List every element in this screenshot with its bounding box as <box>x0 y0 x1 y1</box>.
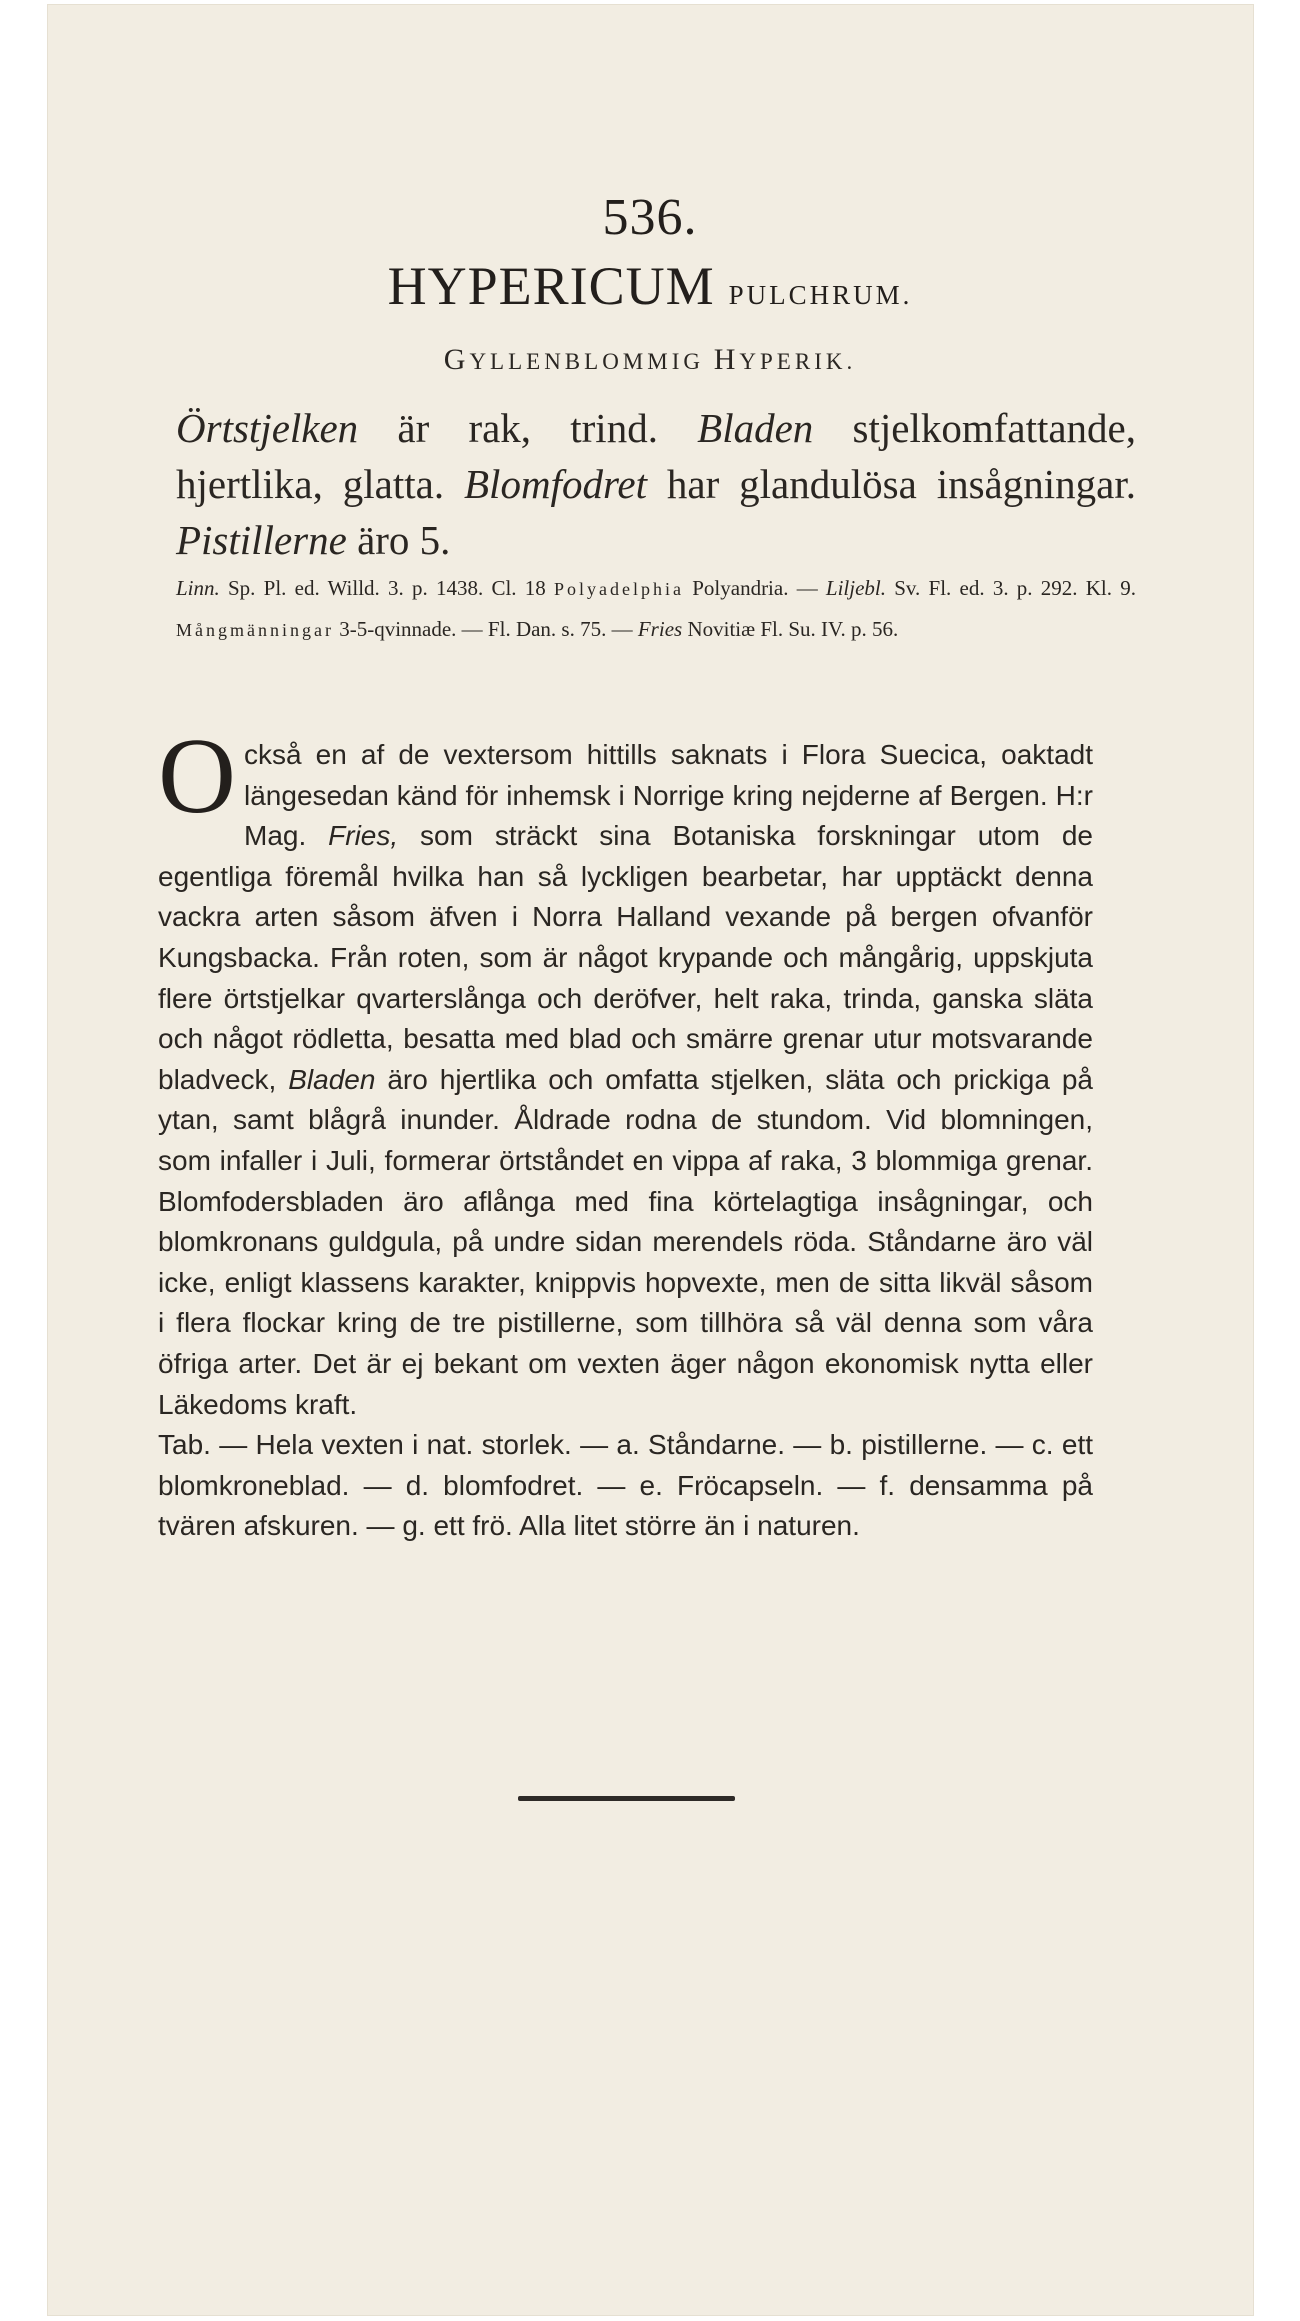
swedish-name-word-1: YLLENBLOMMIG <box>469 349 704 374</box>
body-text-1: ckså en af de vextersom hittills saknats i Flora Suecica, oaktadt längesedan känd för inhemsk i Norrige kring nejderne af Bergen. H:r Mag. <box>244 739 1093 852</box>
swedish-name-word-2: YPERIK. <box>739 349 857 374</box>
term-leaves: Bladen <box>697 405 814 451</box>
page-number: 536. <box>602 189 698 246</box>
plate-legend: Tab. — Hela vexten i nat. storlek. — a. Ståndarne. — b. pistillerne. — c. ett blomkroneblad. — d. blomfodret. — e. Fröcapseln. — f. densamma på tvären afskuren. — g. ett frö. Alla litet större än i naturen. <box>158 1429 1093 1542</box>
desc-text-3: har glandulösa insågningar. <box>646 461 1136 507</box>
author-fries: Fries, <box>328 820 399 852</box>
swedish-common-name <box>0 343 1300 377</box>
desc-text-2: stjelkomfattande, hjertlika, glatta. <box>176 405 1136 507</box>
ref-linn: Linn. <box>176 576 220 600</box>
body-paragraph <box>158 717 1094 1425</box>
genus-name: HYPERICUM <box>387 256 715 316</box>
term-bladen: Bladen <box>288 1063 376 1095</box>
species-description <box>176 400 1136 568</box>
swedish-name-cap-1: G <box>443 343 470 376</box>
body-text-2: som sträckt sina Botaniska forskningar utom de egentliga föremål hvilka han så lyckligen bearbetar, har upptäckt denna vackra arten såsom äfven i Norra Halland vexande på bergen ofvanför Kungsbacka. Från roten, som är något krypande och mångårig, uppskjuta flere örtstjelkar qvarterslånga och deröfver, helt raka, trinda, ganska släta och något rödletta, besatta med blad och smärre grenar utur motsvarande bladveck, <box>158 820 1094 1095</box>
ref-liljebl: Liljebl. <box>825 576 887 600</box>
body-text <box>158 717 1094 1547</box>
desc-text-4: äro 5. <box>346 517 451 563</box>
end-rule <box>518 1796 735 1801</box>
ref-fries: Fries <box>637 617 683 641</box>
ref-text-2: Polyandria. — <box>684 576 826 600</box>
body-text-3: äro hjertlika och omfatta stjelken, släta och prickiga på ytan, samt blågrå inunder. Åldrade rodna de stundom. Vid blomningen, som infaller i Juli, formerar örtståndet en vippa af raka, 3 blommiga grenar. Blomfodersbladen äro aflånga med fina körtelagtiga insågningar, och blomkronans guldgula, på undre sidan merendels röda. Ståndarne äro väl icke, enligt klassens karakter, knippvis hopvexte, men de sitta likväl såsom i flera flockar kring de tre pistillerne, som tillhöra så väl denna som våra öfriga arter. Det är ej bekant om vexten äger någon ekonomisk nytta eller Läkedoms kraft. <box>158 1063 1093 1420</box>
term-calyx: Blomfodret <box>464 461 647 507</box>
drop-cap: O <box>158 717 236 836</box>
ref-text-4: 3-5-qvinnade. — Fl. Dan. s. 75. — <box>333 617 638 641</box>
desc-text-1: är rak, trind. <box>358 405 698 451</box>
ref-text-1: Sp. Pl. ed. Willd. 3. p. 1438. Cl. 18 <box>219 576 555 600</box>
bibliographic-references <box>176 568 1136 650</box>
ref-text-5: Novitiæ Fl. Su. IV. p. 56. <box>682 617 899 641</box>
ref-text-3: Sv. Fl. ed. 3. p. 292. Kl. 9. <box>886 576 1136 600</box>
species-epithet: PULCHRUM. <box>728 280 913 310</box>
species-title <box>0 255 1300 317</box>
term-pistils: Pistillerne <box>176 517 347 563</box>
swedish-name-cap-2: H <box>713 343 740 376</box>
term-stem: Örtstjelken <box>176 405 359 451</box>
ref-class-mangmanningar: Mångmänningar <box>176 620 334 640</box>
ref-class-polyadelphia: Polyadelphia <box>554 579 684 599</box>
